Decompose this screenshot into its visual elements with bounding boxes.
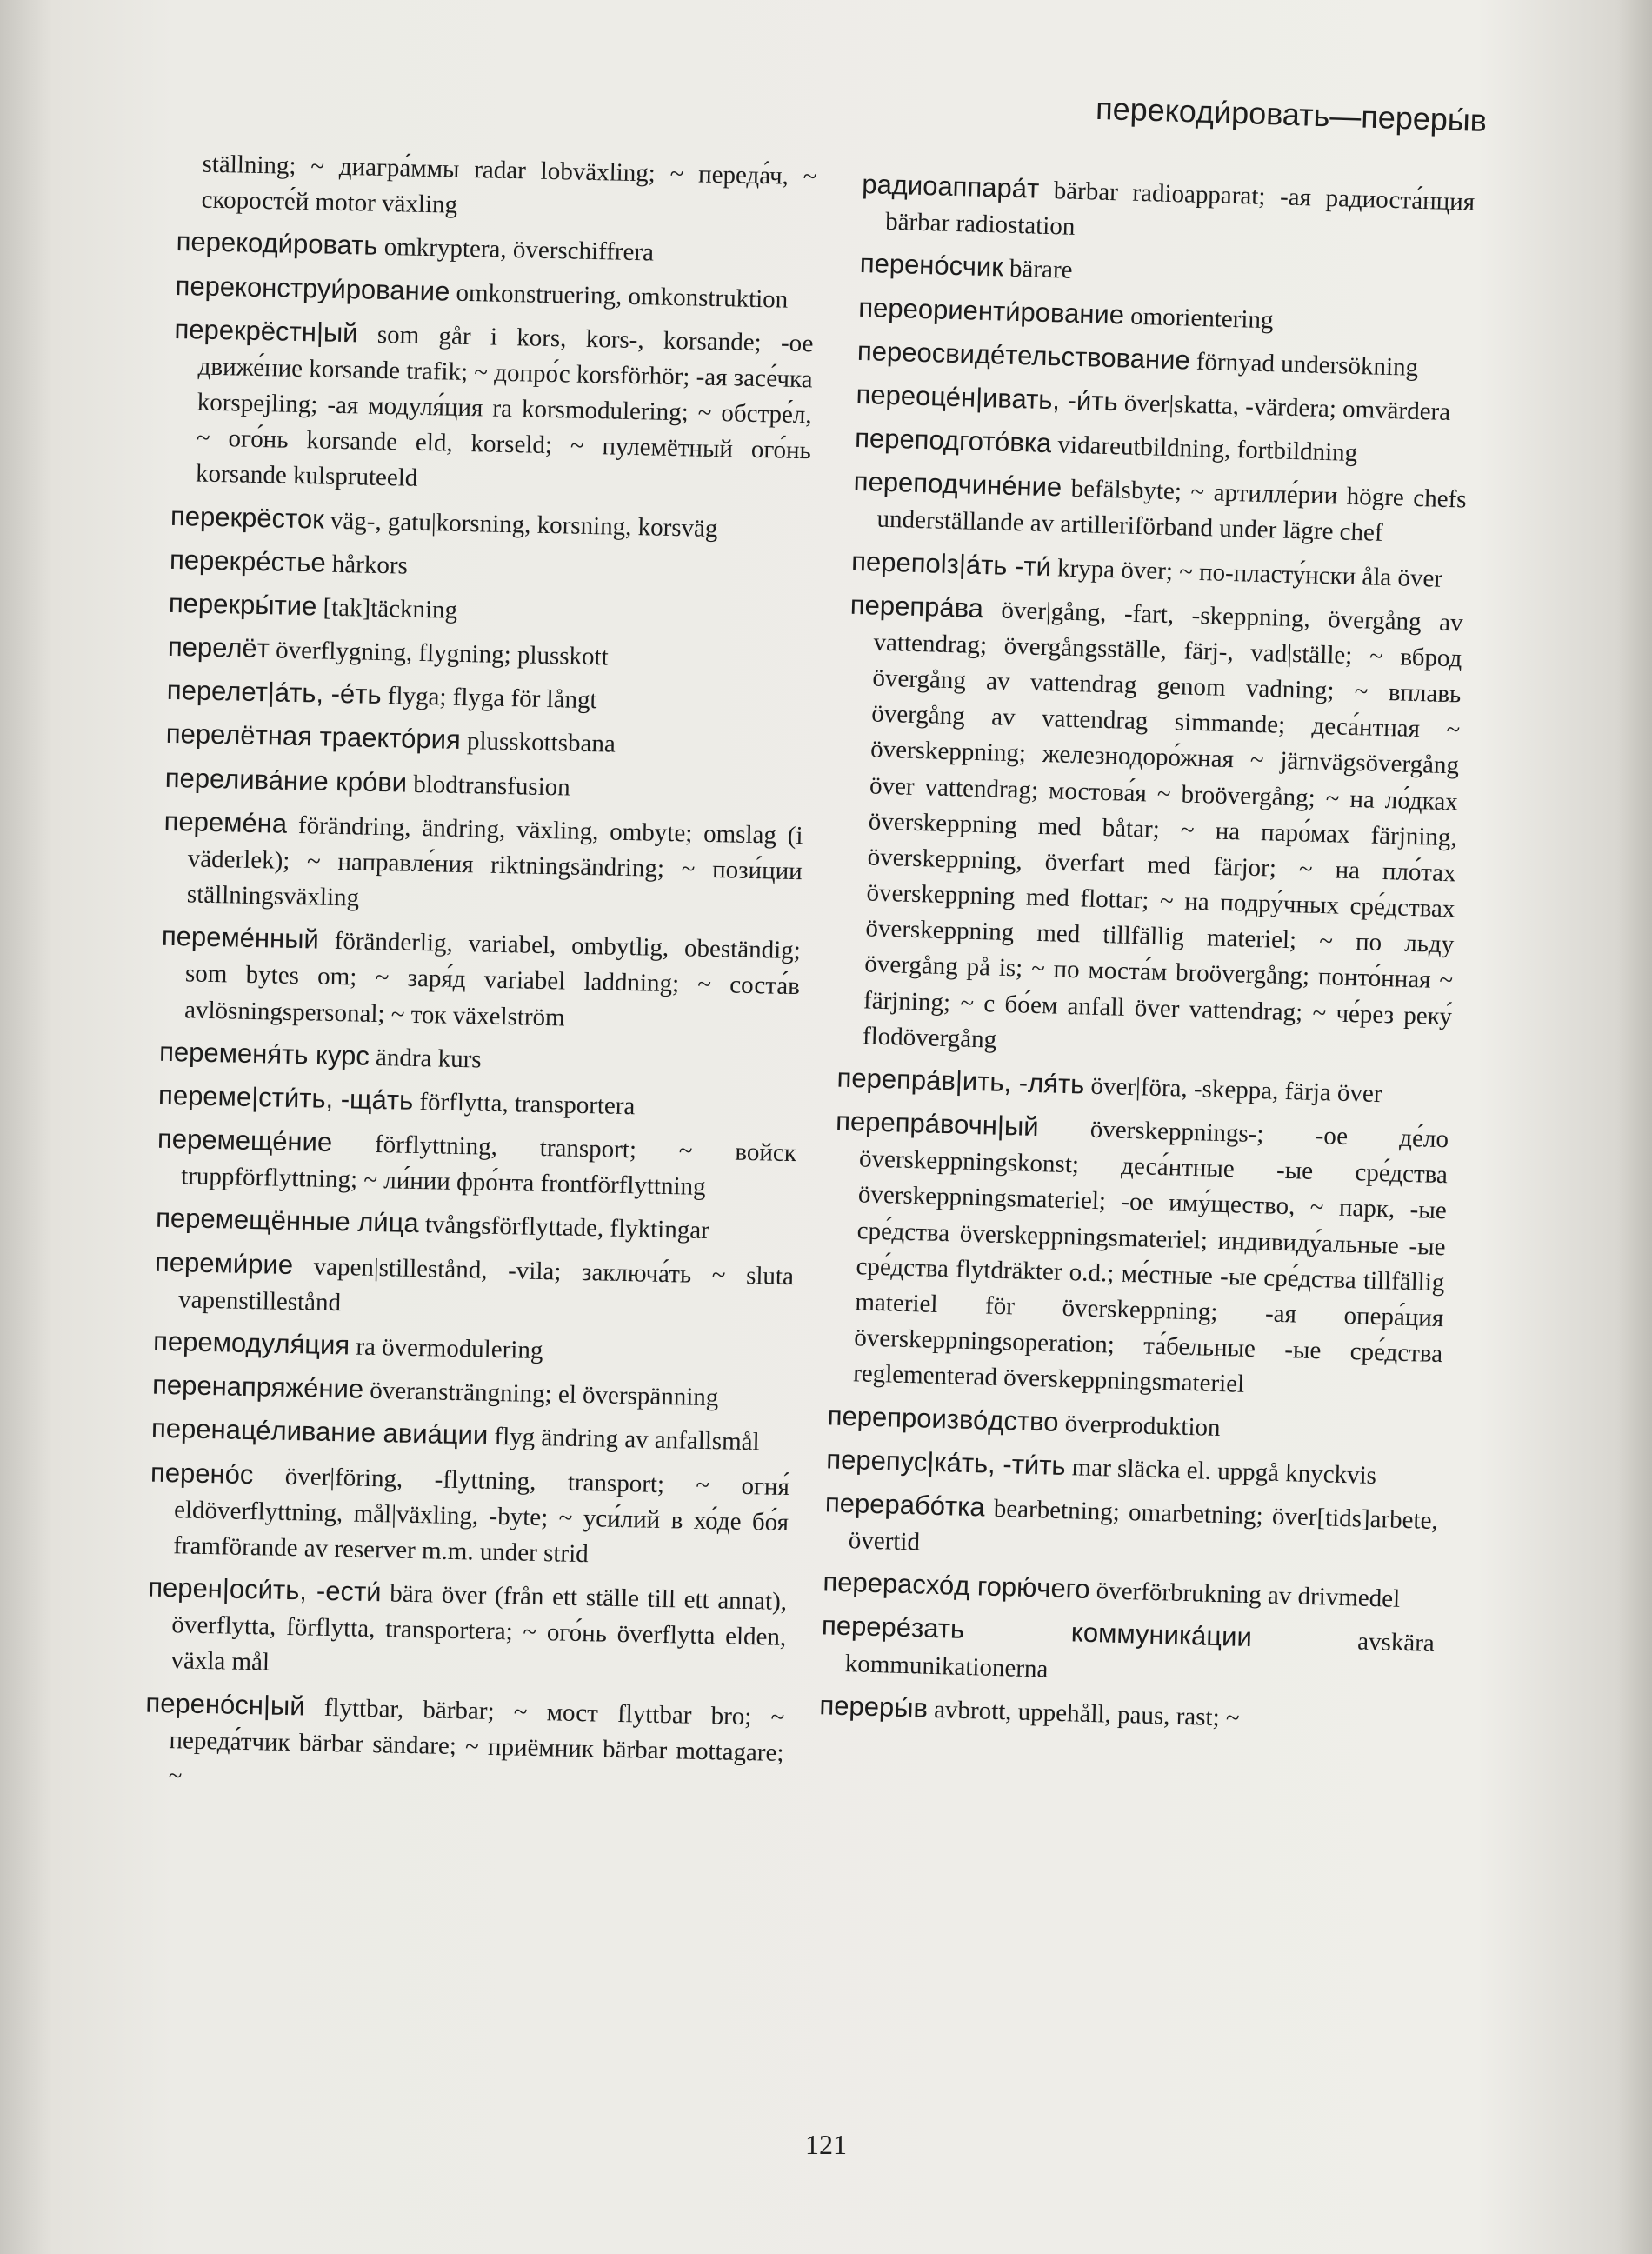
entry-text: förnyad undersökning <box>1189 347 1419 382</box>
dictionary-entry <box>143 1684 784 1807</box>
headword: перемещённые ли́ца <box>155 1203 420 1239</box>
dictionary-entry <box>156 1199 796 1251</box>
entry-text: omkryptera, överschiffrera <box>377 233 655 267</box>
dictionary-entry <box>176 223 816 275</box>
headword: перено́с <box>150 1457 254 1490</box>
entry-text: krypa över; ~ по-пласту́нски åla över <box>1050 553 1443 593</box>
headword: переподгото́вка <box>854 422 1052 459</box>
entry-text: vidareutbildning, fortbildning <box>1050 430 1358 468</box>
entry-text: tvångsförflyttade, flyktingar <box>418 1210 710 1245</box>
dictionary-entry <box>151 1410 791 1462</box>
entry-text: vapen|stillestånd, -vila; заключа́ть ~ sluta vapenstillestånd <box>177 1251 795 1317</box>
entry-text: omorientering <box>1123 301 1274 334</box>
headword: перенапряже́ние <box>151 1369 364 1404</box>
headword: перемодуля́ция <box>152 1325 350 1361</box>
dictionary-entry <box>157 1120 797 1208</box>
headword: переме́нный <box>161 921 320 955</box>
dictionary-entry <box>175 266 815 318</box>
headword: перепус|ка́ть, -ти́ть <box>825 1444 1067 1481</box>
dictionary-entry <box>153 1323 793 1375</box>
headword: перепра́вочн|ый <box>835 1105 1040 1143</box>
entry-text: omkonstruering, omkonstruktion <box>449 278 789 314</box>
entry-text: ändra kurs <box>369 1043 482 1074</box>
entry-text: överproduktion <box>1058 1409 1221 1442</box>
left-column <box>143 146 817 1812</box>
entry-text: föränderlig, variabel, ombytlig, obeständig; som bytes om; ~ заря́д variabel laddning; ~ соста́в avlösningspersonal; ~ ток växelström <box>183 926 802 1032</box>
headword: переме́на <box>163 805 288 839</box>
headword: переме|сти́ть, -ща́ть <box>157 1079 414 1116</box>
page-number: 121 <box>805 2129 847 2160</box>
dictionary-entry <box>165 715 805 767</box>
headword: перемеще́ние <box>157 1123 333 1158</box>
right-column <box>819 165 1475 1747</box>
dictionary-entry <box>149 1453 789 1577</box>
headword: перелёт <box>167 630 270 664</box>
dictionary-entry <box>146 1569 787 1692</box>
headword: перен|оси́ть, -ести́ <box>147 1571 382 1608</box>
entry-text: överförbrukning av drivmedel <box>1089 1577 1401 1614</box>
headword: перекре́стье <box>169 543 327 578</box>
dictionary-entry <box>170 541 809 593</box>
entry-text: överansträngning; el överspänning <box>363 1376 719 1412</box>
dictionary-entry <box>169 584 809 637</box>
entry-text: ra övermodulering <box>349 1332 543 1365</box>
dictionary-entry <box>861 165 1475 257</box>
dictionary-entry <box>823 1484 1438 1575</box>
running-head: перекоди́ровать—переры́в <box>1095 90 1488 138</box>
entry-text: [tak]täckning <box>316 593 458 624</box>
dictionary-entry <box>160 917 801 1041</box>
entry-text: över|gång, -fart, -skeppning, övergång av vattendrag; övergångsställe, färj-, vad|ställe; ~ вброд övergång av vattendrag genom vadning; ~ вплавь övergång av vattendrag simmande; деса́нтная ~ överskeppning; железнодоро́жная ~ järnvägsövergång över vattendrag; мостова́я ~ broövergång; ~ на ло́дках överskeppning med båtar; ~ на паро́мах färjning, överskeppning, överfart med färjor; ~ на пло́тах överskeppning med flottar; ~ на подру́чных сре́дствах överskeppning med tillfällig materiel; ~ по льду övergång på is; ~ по моста́м broövergång; понто́нная ~ färjning; ~ с бо́ем anfall över vattendrag; ~ че́рез реку́ flodövergång <box>862 595 1464 1054</box>
entry-text: blodtransfusion <box>406 770 571 802</box>
headword: переpе́зать коммуника́ции <box>821 1610 1253 1653</box>
headword: перено́сн|ый <box>145 1687 305 1721</box>
entry-text: mar släcka el. uppgå knyckvis <box>1065 1452 1377 1490</box>
headword: перекрёсток <box>170 500 325 535</box>
dictionary-entry <box>171 310 814 505</box>
dictionary-entry <box>852 463 1467 554</box>
entry-text: bärbar radioapparat; -ая радиоста́нция bärbar radiostation <box>884 176 1475 242</box>
dictionary-entry <box>820 1607 1435 1698</box>
entry-text: ställning; ~ диагра́ммы radar lobväxling; ~ переда́ч, ~ скоросте́й motor växling <box>201 150 817 219</box>
headword: радиоаппара́т <box>861 168 1040 204</box>
entry-text: förflyttning, transport; ~ войск truppförflyttning; ~ ли́нии фро́нта frontförflyttning <box>180 1130 797 1202</box>
headword: перено́счик <box>859 248 1004 283</box>
entry-text: överskeppnings-; -ое де́ло överskeppningskonst; деса́нтные -ые сре́дства överskeppningsmateriel; -ое иму́щество, ~ парк, -ые сре́дства överskeppningsmateriel; индивиду́альные -ые сре́дства flytdräkter o.d.; ме́стные -ые сре́дства tillfällig materiel för överskeppning; -ая опера́ция överskeppningsoperation; та́бельные -ые сре́дства reglementerad överskeppningsmateriel <box>852 1114 1449 1399</box>
dictionary-entry <box>159 1033 799 1085</box>
entry-text: befälsbyte; ~ артилле́рии högre chefs underställande av artilleriförband under lägre chef <box>876 474 1467 548</box>
headword: переориенти́рование <box>857 291 1125 330</box>
dictionary-entry <box>829 1103 1449 1409</box>
entry-text: förändring, ändring, växling, ombyte; omslag (i väderlek); ~ направле́ния riktningsändring; ~ пози́ции ställningsväxling <box>186 810 803 912</box>
dictionary-entry <box>166 671 806 724</box>
headword: перерасхо́д горю́чего <box>823 1566 1091 1605</box>
dictionary-entry <box>164 758 804 810</box>
headword: перелет|а́ть, -е́ть <box>166 675 382 710</box>
entry-text: som går i kors, kors-, korsande; -ое движе́ние korsande trafik; ~ допро́с korsförhör; -ая засе́чка korspejling; -ая модуля́ция ra korsmodulering; ~ обстре́л, ~ ого́нь korsande eld, korseld; ~ пулемётный ого́нь korsande kulspruteeld <box>195 320 814 493</box>
headword: переми́рие <box>154 1246 294 1280</box>
entry-text: väg-, gatu|korsning, korsning, korsväg <box>323 506 718 543</box>
entry-text: bearbetning; omarbetning; över[tids]arbete, övertid <box>848 1494 1439 1557</box>
entry-text: avbrott, uppehåll, paus, rast; ~ <box>927 1695 1241 1732</box>
headword: перелётная траекто́рия <box>165 718 462 756</box>
entry-text: över|föring, -flyttning, transport; ~ огня́ eldöverflyttning, mål|växling, -byte; ~ уси́лий в хо́де бо́я framförande av reserver m.m. under strid <box>172 1461 790 1569</box>
headword: перекрёстн|ый <box>174 313 358 349</box>
dictionary-entry <box>167 628 807 680</box>
dictionary-entry <box>170 497 810 549</box>
headword: перерабо́тка <box>824 1487 986 1523</box>
entry-text: över|skatta, -värdera; omvärdera <box>1117 389 1451 426</box>
entry-text: bärare <box>1003 254 1073 285</box>
dictionary-entry <box>154 1243 795 1330</box>
entry-text: avskära kommunikationerna <box>844 1624 1436 1684</box>
headword: переменя́ть курс <box>158 1036 370 1071</box>
entry-text: bära över (från ett ställe till ett annat), överflytta, förflytta, transportera; ~ ого́нь överflytta elden, växla mål <box>170 1579 788 1677</box>
headword: перекры́тие <box>168 587 317 622</box>
headword: переподчине́ние <box>853 466 1062 503</box>
dictionary-entry <box>177 146 817 231</box>
headword: перепра́ва <box>849 589 984 624</box>
entry-text: överflygning, flygning; plusskott <box>269 636 610 671</box>
dictionary-entry <box>152 1366 792 1418</box>
headword: перелива́ние кро́ви <box>164 762 408 798</box>
entry-text: förflytta, transportera <box>412 1087 636 1121</box>
entry-text: hårkors <box>325 550 409 580</box>
headword: переконструи́рование <box>175 270 450 307</box>
entry-text: över|föra, -skeppa, färja över <box>1083 1071 1382 1109</box>
entry-text: plusskottsbana <box>460 727 616 759</box>
entry-text: flyg ändring av anfallsmål <box>487 1423 760 1457</box>
dictionary-entry <box>163 803 803 926</box>
headword: перекоди́ровать <box>176 226 378 262</box>
headword: переры́в <box>819 1690 929 1724</box>
dictionary-entry <box>837 586 1463 1071</box>
headword: перепроизво́дство <box>827 1399 1060 1437</box>
headword: перенаце́ливание авиа́ции <box>150 1413 489 1451</box>
dictionary-entry <box>158 1077 798 1129</box>
headword: перепра́в|ить, -ля́ть <box>836 1062 1085 1100</box>
entry-text: flyga; flyga för långt <box>381 682 597 715</box>
entry-text: flyttbar, bärbar; ~ мост flyttbar bro; ~ переда́тчик bärbar sändare; ~ приёмник bärbar mottagare; ~ <box>168 1692 785 1791</box>
headword: переосвиде́тельствование <box>856 335 1191 376</box>
headword: переоце́н|ивать, -и́ть <box>856 378 1119 417</box>
headword: перепolз|а́ть -ти́ <box>850 545 1052 582</box>
